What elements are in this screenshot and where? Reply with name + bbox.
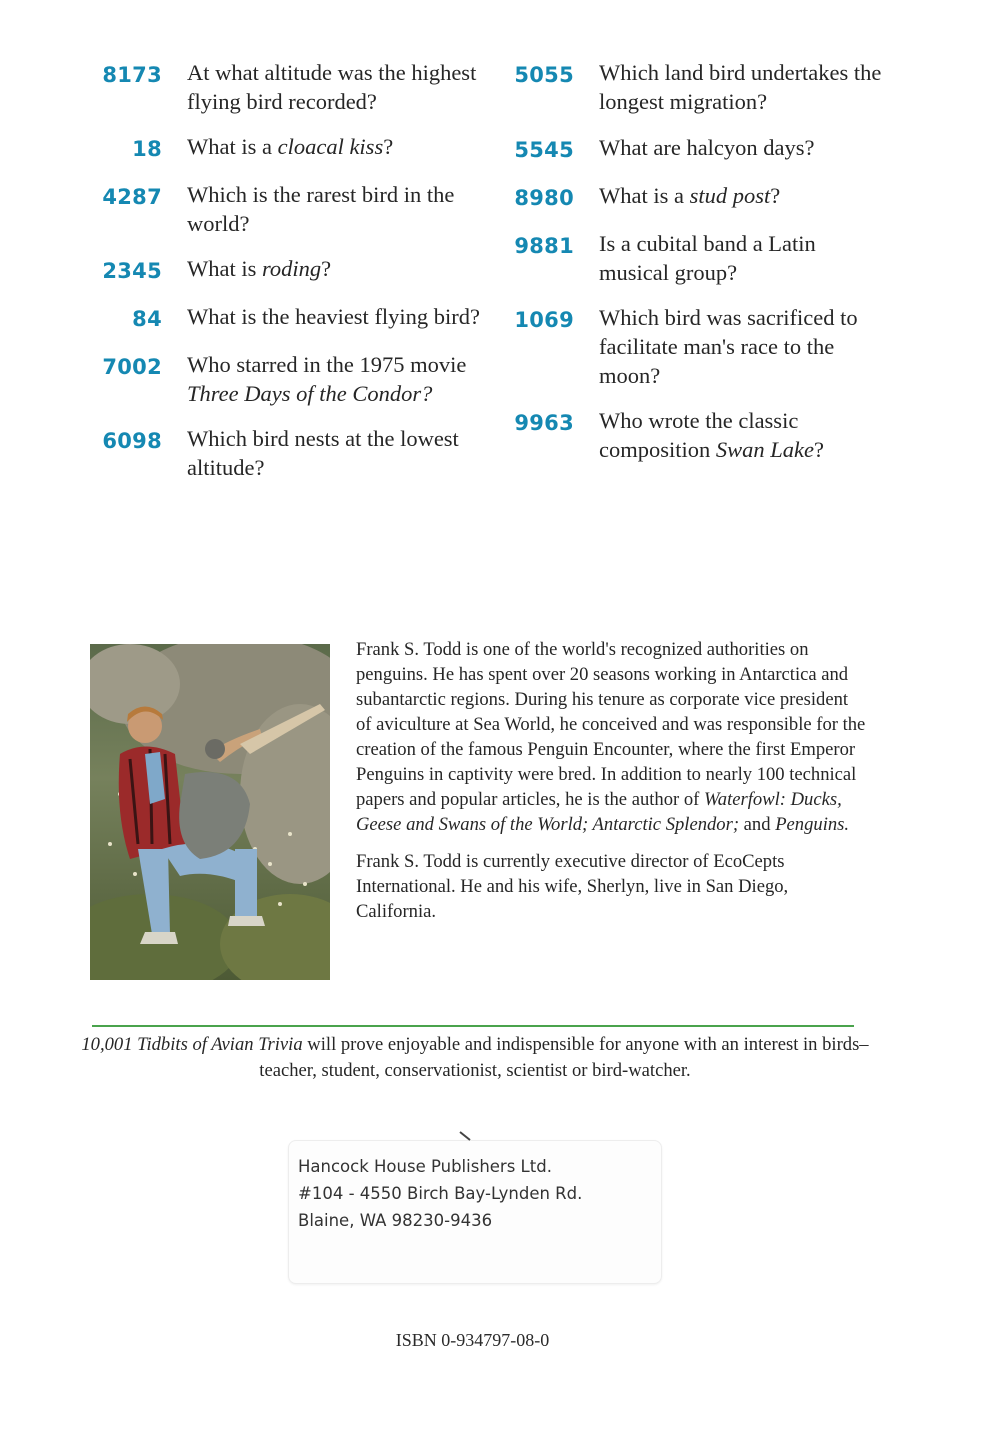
question-item — [505, 406, 885, 464]
question-text: Who wrote the classic composition Swan Lake? — [599, 408, 824, 462]
question-number: 6098 — [102, 429, 162, 453]
question-number: 9881 — [514, 234, 574, 258]
question-number: 4287 — [102, 185, 162, 209]
question-item — [92, 132, 482, 164]
bio-paragraph-1: Frank S. Todd is one of the world's recognized authorities on penguins. He has spent over 20 seasons working in Antarctica and subantarctic regions. During his tenure as corporate vice president of aviculture at Sea World, he conceived and was responsible for the creation of the famous Penguin Encounter, where the first Emperor Penguins in captivity were bred. In addition to nearly 100 technical papers and popular articles, he is the author of Waterfowl: Ducks, Geese and Swans of the World; Antarctic Splendor; and Penguins. — [356, 639, 866, 835]
author-photo-illustration — [90, 644, 330, 980]
question-item — [505, 58, 885, 116]
question-text: What are halcyon days? — [599, 135, 815, 160]
question-item — [505, 133, 885, 165]
question-text: Which is the rarest bird in the world? — [187, 182, 455, 236]
question-number: 7002 — [102, 355, 162, 379]
book-blurb: 10,001 Tidbits of Avian Trivia will prove enjoyable and indispensible for anyone with an interest in birds– teacher, student, conservationist, scientist or bird-watcher. — [81, 1034, 869, 1081]
question-text: What is the heaviest flying bird? — [187, 304, 481, 329]
questions-left-column — [92, 58, 482, 482]
question-item — [92, 254, 482, 286]
question-item — [92, 424, 482, 482]
question-item — [505, 181, 885, 213]
author-bio — [356, 637, 866, 936]
question-text: Who starred in the 1975 movie Three Days of the Condor? — [187, 352, 467, 406]
question-text: What is a stud post? — [599, 183, 781, 208]
publisher-street: #104 - 4550 Birch Bay-Lynden Rd. — [298, 1184, 583, 1203]
question-number: 9963 — [514, 411, 574, 435]
question-text: Which land bird undertakes the longest migration? — [599, 60, 882, 114]
question-number: 5545 — [514, 138, 574, 162]
question-number: 2345 — [102, 259, 162, 283]
publisher-city: Blaine, WA 98230-9436 — [298, 1211, 493, 1230]
question-item — [92, 58, 482, 116]
green-divider — [92, 1025, 854, 1027]
questions-right-column — [505, 58, 885, 464]
question-text: Which bird was sacrificed to facilitate man's race to the moon? — [599, 305, 858, 388]
question-item — [92, 350, 482, 408]
question-number: 8173 — [102, 63, 162, 87]
question-text: Is a cubital band a Latin musical group? — [599, 231, 816, 285]
question-number: 1069 — [514, 308, 574, 332]
question-number: 84 — [132, 307, 162, 331]
question-number: 8980 — [514, 186, 574, 210]
scan-mark-icon — [458, 1130, 472, 1144]
question-item — [505, 229, 885, 287]
question-number: 18 — [132, 137, 162, 161]
bio-paragraph-2: Frank S. Todd is currently executive director of EcoCepts International. He and his wife, Sherlyn, live in San Diego, California. — [356, 851, 789, 922]
question-text: What is a cloacal kiss? — [187, 134, 394, 159]
publisher-name: Hancock House Publishers Ltd. — [298, 1157, 552, 1176]
book-title: 10,001 Tidbits of Avian Trivia — [81, 1034, 303, 1055]
question-text: At what altitude was the highest flying bird recorded? — [187, 60, 477, 114]
question-item — [92, 302, 482, 334]
author-photo — [90, 644, 330, 980]
question-item — [505, 303, 885, 390]
isbn: ISBN 0-934797-08-0 — [395, 1330, 550, 1350]
question-text: What is roding? — [187, 256, 332, 281]
question-text: Which bird nests at the lowest altitude? — [187, 426, 459, 480]
question-item — [92, 180, 482, 238]
question-number: 5055 — [514, 63, 574, 87]
